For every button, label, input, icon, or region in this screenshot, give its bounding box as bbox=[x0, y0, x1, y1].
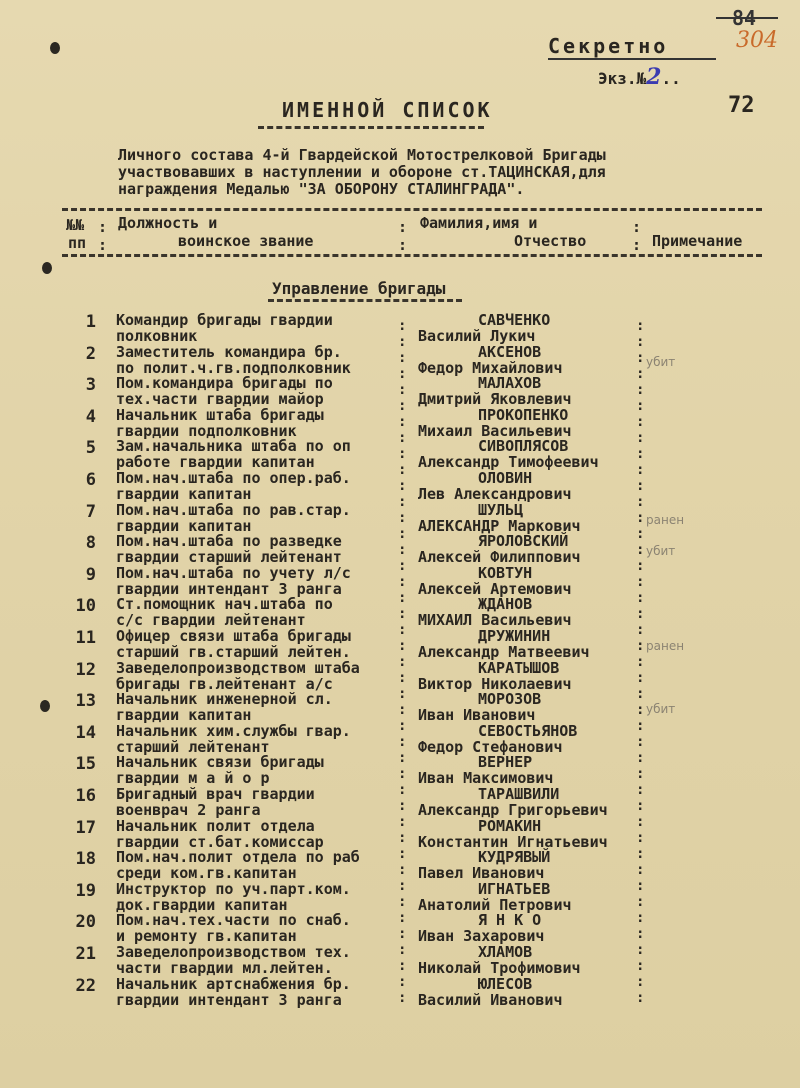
header-num-bottom: пп bbox=[68, 234, 87, 252]
row-surname: РОМАКИН bbox=[478, 817, 542, 835]
row-position-line: старший лейтенант bbox=[116, 738, 270, 756]
row-position-line: Инструктор по уч.парт.ком. bbox=[116, 880, 351, 898]
row-surname: ПРОКОПЕНКО bbox=[478, 406, 569, 424]
row-position-line: Пом.нач.штаба по учету л/с bbox=[116, 564, 351, 582]
dotted-separator: : : : : : : : : : : : : : : : : : : : : : : : : : : : : : : : : : : : : : : : : : : : bbox=[398, 318, 407, 1006]
handwritten-number: 304 bbox=[736, 28, 778, 53]
row-number: 18 bbox=[75, 849, 96, 869]
row-position-line: старший гв.старший лейтен. bbox=[116, 643, 351, 661]
row-number: 7 bbox=[85, 502, 96, 522]
row-surname: МОРОЗОВ bbox=[478, 690, 542, 708]
row-position-line: Зам.начальника штаба по оп bbox=[116, 437, 351, 455]
row-note: убит bbox=[646, 355, 676, 369]
row-given-name: Виктор Николаевич bbox=[418, 675, 572, 693]
copy-label: Экз.№ bbox=[598, 69, 647, 88]
row-position-line: гвардии интендант 3 ранга bbox=[116, 580, 342, 598]
section-underline bbox=[268, 299, 462, 302]
row-position-line: бригады гв.лейтенант а/с bbox=[116, 675, 333, 693]
row-given-name: Михаил Васильевич bbox=[418, 422, 572, 440]
row-number: 21 bbox=[75, 944, 96, 964]
row-position-line: полковник bbox=[116, 327, 198, 345]
row-number: 19 bbox=[75, 881, 96, 901]
row-number: 3 bbox=[85, 375, 96, 395]
row-surname: ШУЛЬЦ bbox=[478, 501, 524, 519]
row-surname: КАРАТЫШОВ bbox=[478, 659, 560, 677]
row-number: 8 bbox=[85, 533, 96, 553]
row-position-line: Начальник штаба бригады bbox=[116, 406, 324, 424]
row-surname: МАЛАХОВ bbox=[478, 374, 542, 392]
column-divider: : : bbox=[398, 218, 408, 254]
row-number: 1 bbox=[85, 312, 96, 332]
row-position-line: Командир бригады гвардии bbox=[116, 311, 333, 329]
row-number: 13 bbox=[75, 691, 96, 711]
row-surname: САВЧЕНКО bbox=[478, 311, 551, 329]
row-position-line: док.гвардии капитан bbox=[116, 896, 288, 914]
row-given-name: Павел Иванович bbox=[418, 864, 545, 882]
row-position-line: работе гвардии капитан bbox=[116, 453, 315, 471]
row-given-name: Александр Тимофеевич bbox=[418, 453, 599, 471]
row-position-line: гвардии капитан bbox=[116, 485, 252, 503]
row-position-line: Пом.нач.тех.части по снаб. bbox=[116, 911, 351, 929]
copy-number bbox=[598, 64, 681, 90]
row-position-line: Начальник хим.службы гвар. bbox=[116, 722, 351, 740]
row-given-name: Василий Иванович bbox=[418, 991, 563, 1009]
page-number: 72 bbox=[728, 93, 755, 118]
row-given-name: Василий Лукич bbox=[418, 327, 536, 345]
dotted-separator: : : : : : : : : : : : : : : : : : : : : : : : : : : : : : : : : : : : : : : : : : : : bbox=[636, 318, 645, 1006]
row-number: 17 bbox=[75, 818, 96, 838]
row-number: 14 bbox=[75, 723, 96, 743]
strike-line bbox=[716, 17, 778, 19]
row-position-line: Офицер связи штаба бригады bbox=[116, 627, 351, 645]
header-name-top: Фамилия,имя и bbox=[420, 214, 538, 232]
header-note: Примечание bbox=[652, 232, 743, 250]
row-position-line: по полит.ч.гв.подполковник bbox=[116, 359, 351, 377]
row-position-line: Пом.нач.штаба по опер.раб. bbox=[116, 469, 351, 487]
row-surname: ВЕРНЕР bbox=[478, 753, 533, 771]
row-position-line: Заместитель командира бр. bbox=[116, 343, 342, 361]
row-note: убит bbox=[646, 702, 676, 716]
column-divider: : : bbox=[98, 218, 108, 254]
row-position-line: военврач 2 ранга bbox=[116, 801, 261, 819]
row-number: 11 bbox=[75, 628, 96, 648]
row-position-line: Пом.командира бригады по bbox=[116, 374, 333, 392]
row-given-name: АЛЕКСАНДР Маркович bbox=[418, 517, 581, 535]
punch-hole bbox=[50, 42, 60, 54]
row-number: 6 bbox=[85, 470, 96, 490]
row-given-name: Федор Стефанович bbox=[418, 738, 563, 756]
row-surname: ОЛОВИН bbox=[478, 469, 533, 487]
row-surname: ЖДАНОВ bbox=[478, 595, 533, 613]
secrecy-stamp: Секретно bbox=[548, 34, 669, 58]
row-given-name: Николай Трофимович bbox=[418, 959, 581, 977]
archive-number: 84 bbox=[732, 6, 757, 30]
row-position-line: Начальник связи бригады bbox=[116, 753, 324, 771]
intro-line: участвовавших в наступлении и обороне ст.ТАЦИНСКАЯ,для bbox=[118, 163, 606, 181]
secrecy-underline bbox=[548, 58, 716, 60]
row-number: 2 bbox=[85, 344, 96, 364]
row-position-line: гвардии интендант 3 ранга bbox=[116, 991, 342, 1009]
row-position-line: гвардии ст.бат.комиссар bbox=[116, 833, 324, 851]
row-position-line: Начальник артснабжения бр. bbox=[116, 975, 351, 993]
row-number: 16 bbox=[75, 786, 96, 806]
row-note: ранен bbox=[646, 513, 685, 527]
row-position-line: Пом.нач.штаба по разведке bbox=[116, 532, 342, 550]
row-surname: Я Н К О bbox=[478, 911, 542, 929]
row-given-name: Дмитрий Яковлевич bbox=[418, 390, 572, 408]
row-number: 4 bbox=[85, 407, 96, 427]
row-position-line: Заведелопроизводством тех. bbox=[116, 943, 351, 961]
row-surname: ИГНАТЬЕВ bbox=[478, 880, 551, 898]
row-number: 12 bbox=[75, 660, 96, 680]
row-surname: КОВТУН bbox=[478, 564, 533, 582]
row-position-line: Начальник инженерной сл. bbox=[116, 690, 333, 708]
header-num-top: №№ bbox=[66, 216, 85, 234]
intro-text bbox=[118, 147, 718, 198]
punch-hole bbox=[40, 700, 50, 712]
row-given-name: Александр Матвеевич bbox=[418, 643, 590, 661]
list-title: ИМЕННОЙ СПИСОК bbox=[282, 98, 493, 122]
header-rule-bottom bbox=[62, 254, 762, 257]
row-given-name: Анатолий Петрович bbox=[418, 896, 572, 914]
row-position-line: Пом.нач.штаба по рав.стар. bbox=[116, 501, 351, 519]
row-surname: АКСЕНОВ bbox=[478, 343, 542, 361]
row-given-name: Лев Александрович bbox=[418, 485, 572, 503]
row-position-line: Пом.нач.полит отдела по раб bbox=[116, 848, 360, 866]
row-surname: ХЛАМОВ bbox=[478, 943, 533, 961]
row-given-name: МИХАИЛ Васильевич bbox=[418, 611, 572, 629]
row-given-name: Александр Григорьевич bbox=[418, 801, 608, 819]
title-underline bbox=[258, 126, 484, 129]
row-given-name: Константин Игнатьевич bbox=[418, 833, 608, 851]
header-pos-bottom: воинское звание bbox=[178, 232, 314, 250]
row-position-line: среди ком.гв.капитан bbox=[116, 864, 297, 882]
section-title: Управление бригады bbox=[272, 279, 446, 298]
header-rule-top bbox=[62, 208, 762, 211]
row-surname: ТАРАШВИЛИ bbox=[478, 785, 560, 803]
row-surname: СЕВОСТЬЯНОВ bbox=[478, 722, 578, 740]
row-surname: ДРУЖИНИН bbox=[478, 627, 551, 645]
intro-line: Личного состава 4-й Гвардейской Мотострелковой Бригады bbox=[118, 146, 606, 164]
copy-suffix: .. bbox=[661, 69, 681, 88]
row-number: 5 bbox=[85, 438, 96, 458]
row-position-line: тех.части гвардии майор bbox=[116, 390, 324, 408]
row-position-line: и ремонту гв.капитан bbox=[116, 927, 297, 945]
row-surname: ЯРОЛОВСКИЙ bbox=[478, 532, 569, 550]
row-position-line: с/с гвардии лейтенант bbox=[116, 611, 306, 629]
row-position-line: Бригадный врач гвардии bbox=[116, 785, 315, 803]
row-surname: СИВОПЛЯСОВ bbox=[478, 437, 569, 455]
row-position-line: Заведелопроизводством штаба bbox=[116, 659, 360, 677]
row-number: 10 bbox=[75, 596, 96, 616]
row-given-name: Иван Захарович bbox=[418, 927, 545, 945]
row-position-line: гвардии м а й о р bbox=[116, 769, 270, 787]
copy-number-value: 2 bbox=[646, 64, 662, 90]
row-position-line: Ст.помощник нач.штаба по bbox=[116, 595, 333, 613]
row-position-line: гвардии старший лейтенант bbox=[116, 548, 342, 566]
row-position-line: Начальник полит отдела bbox=[116, 817, 315, 835]
row-number: 9 bbox=[85, 565, 96, 585]
row-position-line: гвардии подполковник bbox=[116, 422, 297, 440]
row-position-line: гвардии капитан bbox=[116, 517, 252, 535]
row-given-name: Алексей Артемович bbox=[418, 580, 572, 598]
row-position-line: гвардии капитан bbox=[116, 706, 252, 724]
row-position-line: части гвардии мл.лейтен. bbox=[116, 959, 333, 977]
row-number: 15 bbox=[75, 754, 96, 774]
header-name-bottom: Отчество bbox=[514, 232, 587, 250]
row-surname: КУДРЯВЫЙ bbox=[478, 848, 551, 866]
row-note: ранен bbox=[646, 639, 685, 653]
row-given-name: Федор Михайлович bbox=[418, 359, 563, 377]
row-note: убит bbox=[646, 544, 676, 558]
row-given-name: Иван Иванович bbox=[418, 706, 536, 724]
row-number: 20 bbox=[75, 912, 96, 932]
header-pos-top: Должность и bbox=[118, 214, 218, 232]
row-given-name: Иван Максимович bbox=[418, 769, 554, 787]
row-given-name: Алексей Филиппович bbox=[418, 548, 581, 566]
row-surname: ЮЛЕСОВ bbox=[478, 975, 533, 993]
intro-line: награждения Медалью "ЗА ОБОРОНУ СТАЛИНГРАДА". bbox=[118, 180, 525, 198]
column-divider: : : bbox=[632, 218, 642, 254]
punch-hole bbox=[42, 262, 52, 274]
row-number: 22 bbox=[75, 976, 96, 996]
